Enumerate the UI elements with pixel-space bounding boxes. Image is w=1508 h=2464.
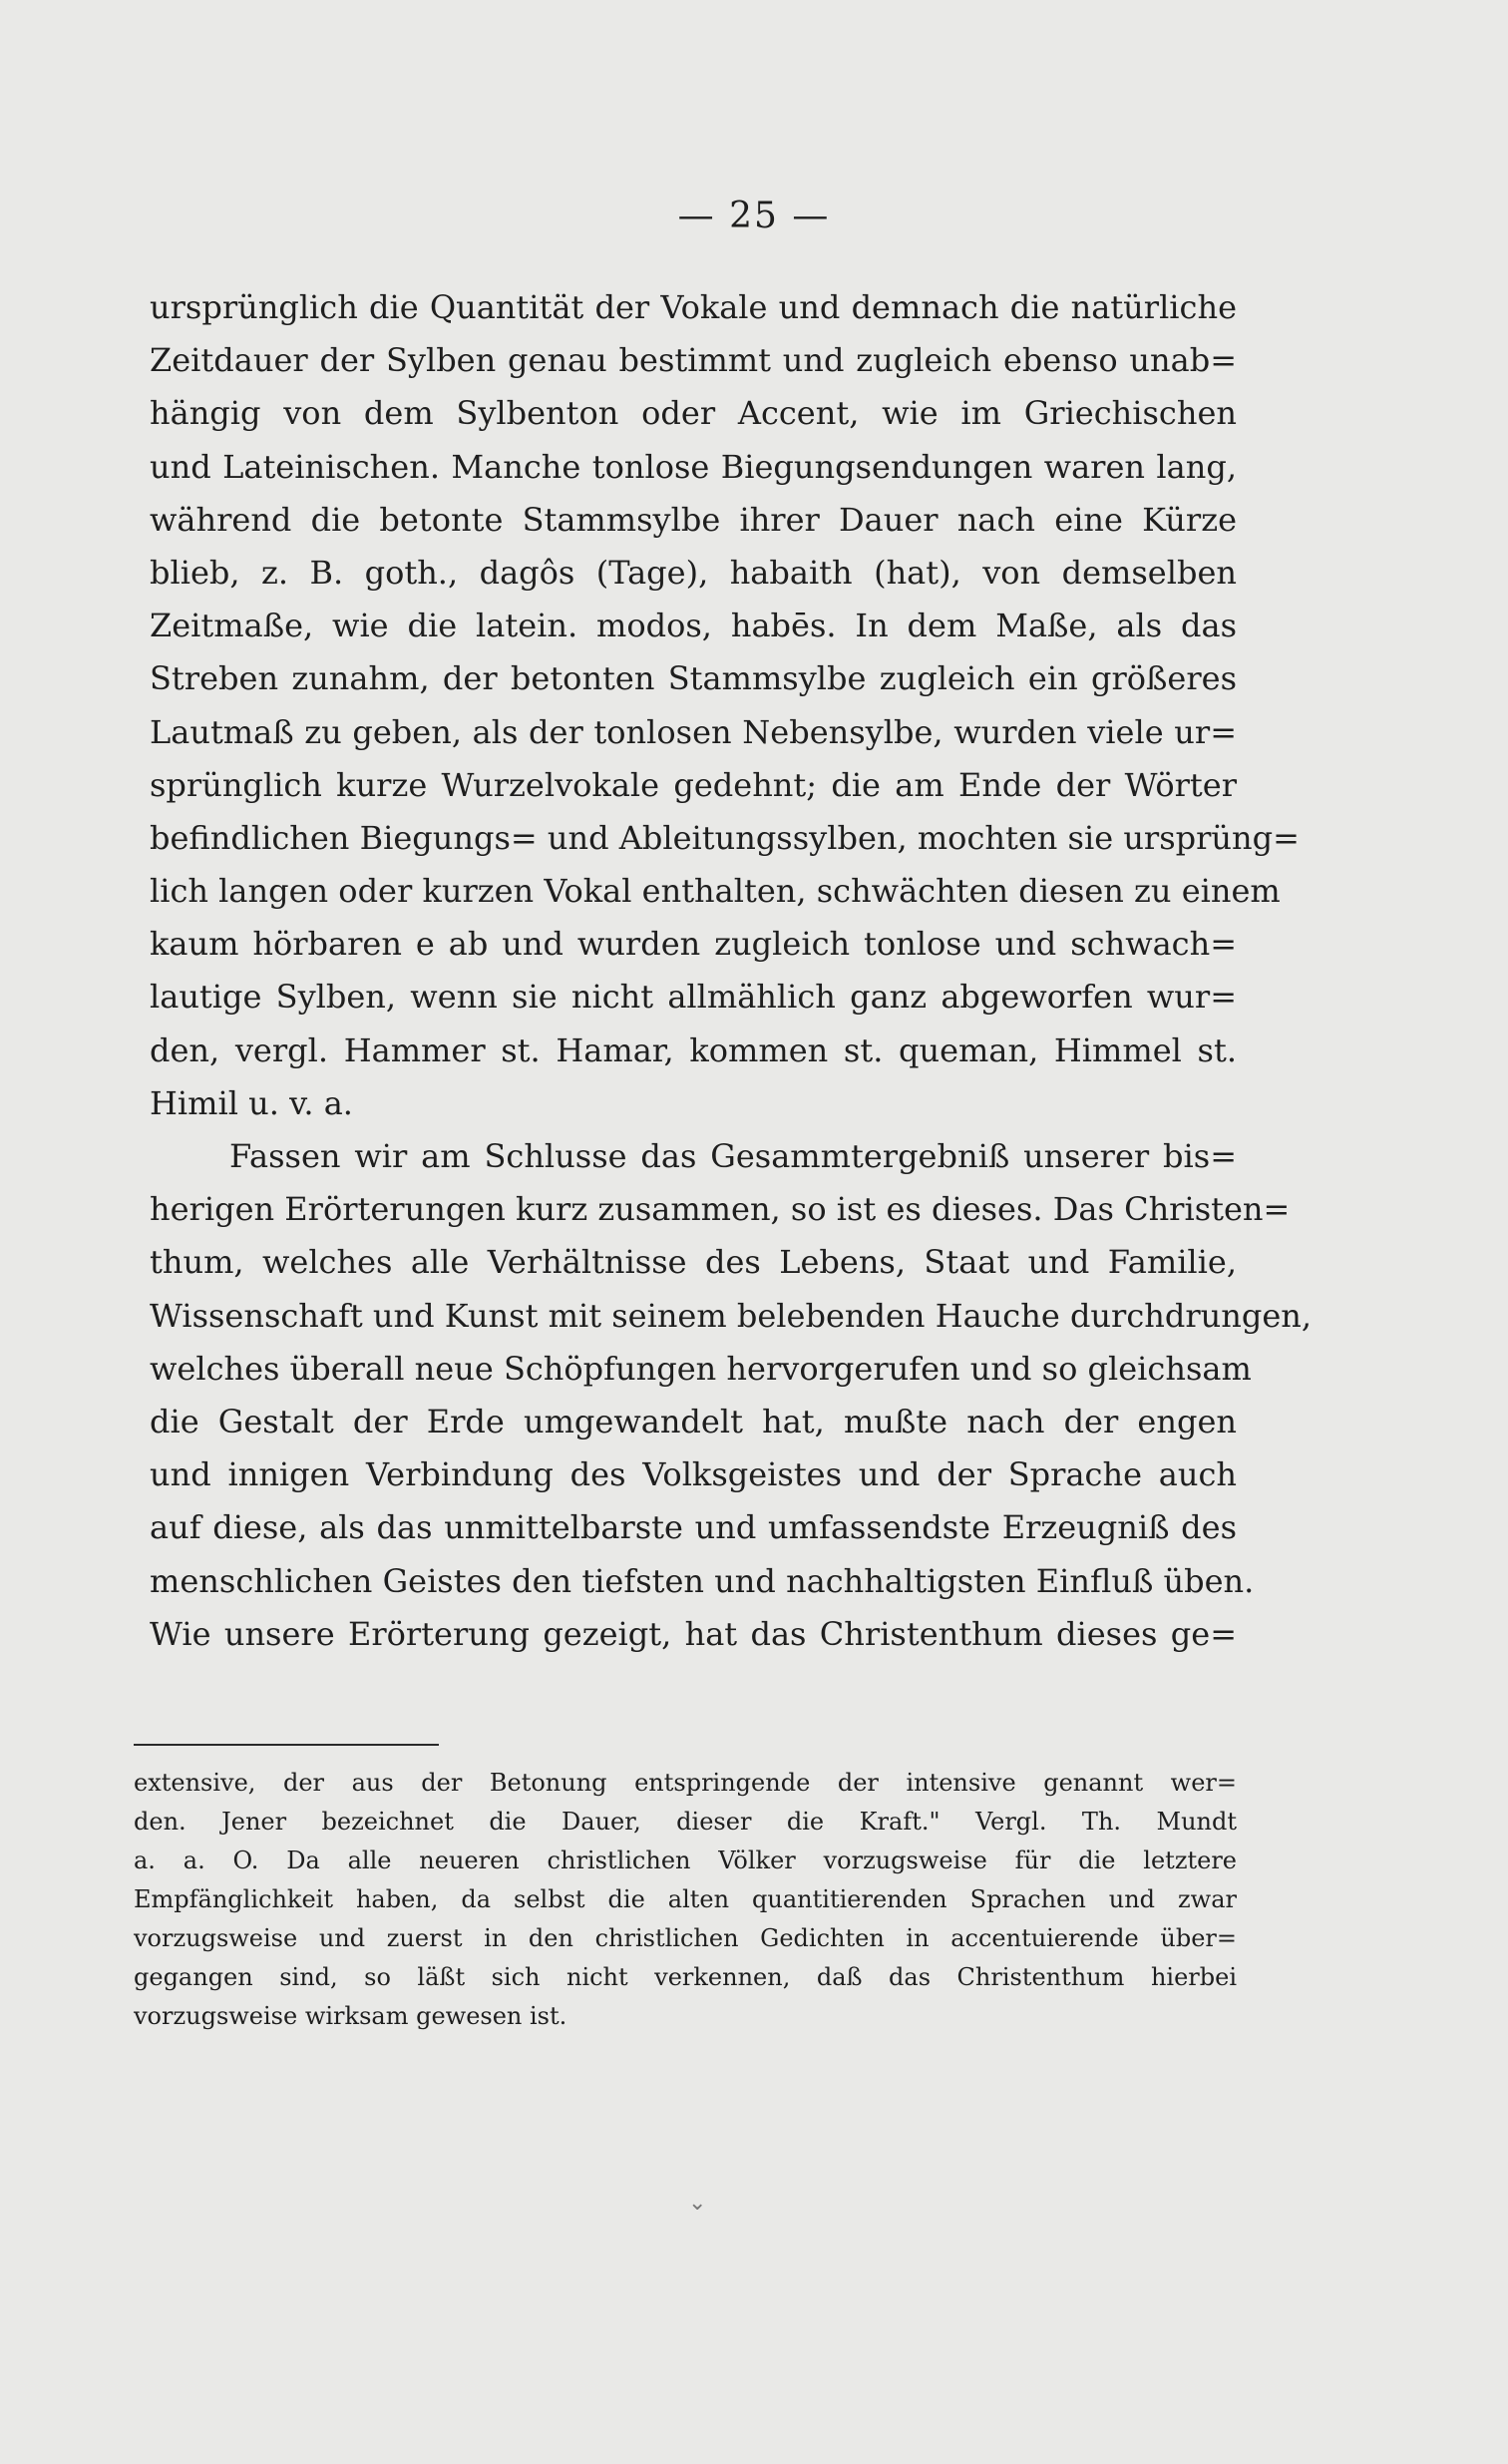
text-line: blieb, z. B. goth., dagôs (Tage), habaith (hat), von demselben bbox=[150, 553, 1237, 592]
footnote-rule bbox=[134, 1744, 439, 1746]
text-line: herigen Erörterungen kurz zusammen, so ist es dieses. Das Christen= bbox=[150, 1190, 1291, 1229]
main-text bbox=[150, 281, 1313, 1661]
text-line: auf diese, als das unmittelbarste und umfassendste Erzeugniß des bbox=[150, 1508, 1237, 1547]
text-line: ursprünglich die Quantität der Vokale und demnach die natürliche bbox=[150, 288, 1237, 326]
text-line: menschlichen Geistes den tiefsten und nachhaltigsten Einfluß üben. bbox=[150, 1561, 1255, 1600]
text-line: lich langen oder kurzen Vokal enthalten, schwächten diesen zu einem bbox=[150, 872, 1281, 911]
text-line: Wie unsere Erörterung gezeigt, hat das Christenthum dieses ge= bbox=[150, 1614, 1237, 1653]
footnote-line: Empfänglichkeit haben, da selbst die alten quantitierenden Sprachen und zwar bbox=[134, 1885, 1237, 1913]
footnote-line: vorzugsweise und zuerst in den christlichen Gedichten in accentuierende über= bbox=[134, 1924, 1237, 1952]
text-line: Wissenschaft und Kunst mit seinem belebenden Hauche durchdrungen, bbox=[150, 1296, 1313, 1335]
text-line: und Lateinischen. Manche tonlose Biegungsendungen waren lang, bbox=[150, 447, 1237, 486]
text-line: während die betonte Stammsylbe ihrer Dauer nach eine Kürze bbox=[150, 500, 1237, 539]
text-line: die Gestalt der Erde umgewandelt hat, mußte nach der engen bbox=[150, 1402, 1237, 1440]
footnote-line: a. a. O. Da alle neueren christlichen Völker vorzugsweise für die letztere bbox=[134, 1847, 1237, 1874]
text-line: Zeitmaße, wie die latein. modos, habēs. In dem Maße, als das bbox=[150, 607, 1237, 645]
text-line: hängig von dem Sylbenton oder Accent, wie im Griechischen bbox=[150, 394, 1237, 433]
text-line: Zeitdauer der Sylben genau bestimmt und zugleich ebenso unab= bbox=[150, 341, 1237, 380]
text-line: und innigen Verbindung des Volksgeistes und der Sprache auch bbox=[150, 1455, 1237, 1494]
footnote-line: extensive, der aus der Betonung entspringende der intensive genannt wer= bbox=[134, 1769, 1237, 1797]
text-line: Streben zunahm, der betonten Stammsylbe zugleich ein größeres bbox=[150, 659, 1237, 698]
text-line: kaum hörbaren e ab und wurden zugleich tonlose und schwach= bbox=[150, 925, 1237, 964]
footnote-line: vorzugsweise wirksam gewesen ist. bbox=[134, 2002, 567, 2030]
paper-mark: ⌄ bbox=[688, 2191, 707, 2216]
text-line: befindlichen Biegungs= und Ableitungssylben, mochten sie ursprüng= bbox=[150, 818, 1300, 857]
text-line: thum, welches alle Verhältnisse des Lebens, Staat und Familie, bbox=[150, 1243, 1237, 1282]
footnote-line: gegangen sind, so läßt sich nicht verkennen, daß das Christenthum hierbei bbox=[134, 1963, 1237, 1991]
text-line: den, vergl. Hammer st. Hamar, kommen st. queman, Himmel st. bbox=[150, 1030, 1237, 1069]
paragraph-end-line: Himil u. v. a. bbox=[150, 1083, 353, 1122]
footnote bbox=[134, 1764, 1237, 2036]
footnote-line: den. Jener bezeichnet die Dauer, dieser die Kraft." Vergl. Th. Mundt bbox=[134, 1808, 1237, 1836]
text-line: lautige Sylben, wenn sie nicht allmählich ganz abgeworfen wur= bbox=[150, 978, 1237, 1017]
paragraph-start-line: Fassen wir am Schlusse das Gesammtergebniß unserer bis= bbox=[229, 1137, 1237, 1175]
text-line: Lautmaß zu geben, als der tonlosen Nebensylbe, wurden viele ur= bbox=[150, 712, 1237, 751]
text-line: sprünglich kurze Wurzelvokale gedehnt; die am Ende der Wörter bbox=[150, 765, 1237, 804]
text-line: welches überall neue Schöpfungen hervorgerufen und so gleichsam bbox=[150, 1349, 1252, 1388]
page-number: — 25 — bbox=[677, 196, 831, 236]
